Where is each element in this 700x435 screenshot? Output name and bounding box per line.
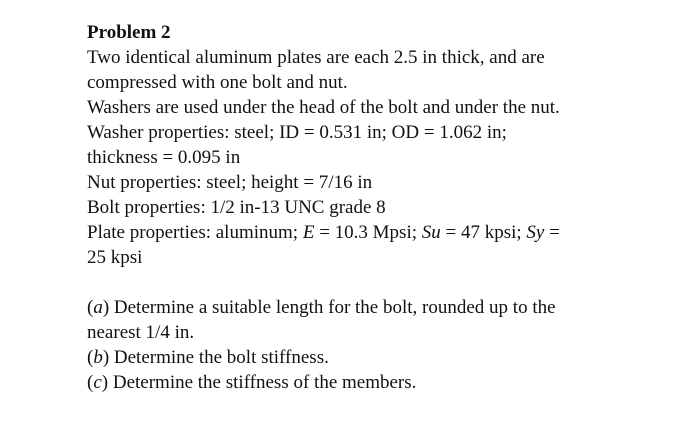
statement-line-7: Bolt properties: 1/2 in-13 UNC grade 8 [87,197,386,218]
part-b-close-paren: ) [102,347,110,368]
part-b-text: Determine the bolt stiffness. [109,347,329,368]
plate-properties-continuation: 25 kpsi [87,247,143,268]
statement-line-3: Washers are used under the head of the bolt and under the nut. [87,97,560,118]
plate-properties-line [87,220,687,245]
part-a-line [87,295,687,320]
plate-sy-symbol: Sy [526,222,545,243]
part-b-line [87,345,687,370]
part-c-letter: c [93,372,102,393]
part-b-letter: b [93,347,103,368]
plate-prefix: Plate properties: aluminum; [87,222,303,243]
part-a-letter: a [93,297,103,318]
plate-su-symbol: Su [421,222,441,243]
statement-line-2: compressed with one bolt and nut. [87,72,348,93]
statement-line-4: Washer properties: steel; ID = 0.531 in; OD = 1.062 in; [87,122,507,143]
plate-e-symbol: E [302,222,315,243]
statement-line-5: thickness = 0.095 in [87,147,241,168]
part-b-open-paren: ( [87,347,94,368]
part-c-close-paren: ) [101,372,109,393]
part-c-line [87,370,687,395]
plate-sy-value: = [544,222,560,243]
part-a-open-paren: ( [87,297,94,318]
plate-su-value: = 47 kpsi; [440,222,527,243]
problem-title: Problem 2 [87,22,171,43]
part-c-open-paren: ( [87,372,94,393]
part-a-continuation: nearest 1/4 in. [87,322,195,343]
plate-e-value: = 10.3 Mpsi; [314,222,422,243]
part-a-text: Determine a suitable length for the bolt, rounded up to the [109,297,556,318]
part-c-text: Determine the stiffness of the members. [108,372,417,393]
problem-document [87,20,687,395]
part-a-close-paren: ) [102,297,110,318]
statement-line-6: Nut properties: steel; height = 7/16 in [87,172,373,193]
paragraph-gap [87,270,687,295]
statement-line-1: Two identical aluminum plates are each 2.5 in thick, and are [87,47,545,68]
